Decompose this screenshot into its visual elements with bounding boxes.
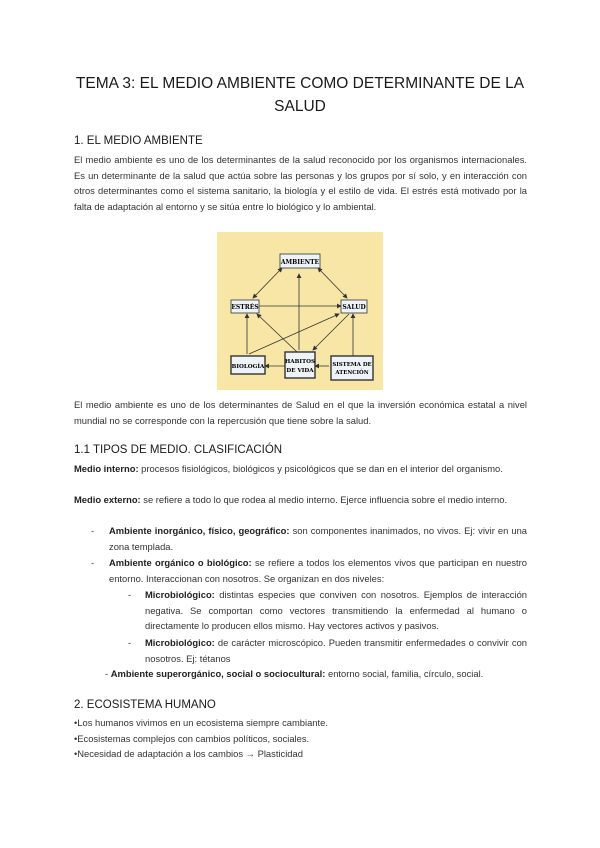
label-medio-externo: Medio externo: bbox=[74, 494, 141, 505]
box-habitos bbox=[285, 352, 315, 378]
box-ambiente bbox=[280, 254, 320, 268]
text-medio-interno: procesos fisiológicos, biológicos y psicológicos que se dan en el interior del organismo. bbox=[138, 463, 503, 474]
prefix-superorganico: - bbox=[105, 668, 111, 679]
text-microbiologico-2: de carácter microscópico. Pueden transmitir enfermedades o convivir con nosotros. Ej: tétanos bbox=[145, 637, 527, 664]
paragraph-inversion: El medio ambiente es uno de los determinantes de Salud en el que la inversión económica estatal a nivel mundial no se corresponde con la repercusión que tiene sobre la salud. bbox=[74, 399, 527, 426]
box-estres bbox=[231, 300, 259, 313]
bullet-item: •Ecosistemas complejos con cambios políticos, sociales. bbox=[74, 732, 310, 744]
box-biologia bbox=[231, 356, 265, 374]
text-medio-externo: se refiere a todo lo que rodea al medio interno. Ejerce influencia sobre el medio interno. bbox=[140, 494, 508, 505]
box-sistema bbox=[331, 356, 373, 380]
section-heading-medio-ambiente: 1. EL MEDIO AMBIENTE bbox=[74, 135, 203, 147]
text-microbiologico-1: distintas especies que conviven con nosotros. Ejemplos de interacción negativa. Se comportan como vectores transmitiendo la enfermedad al humano o directamente lo producen ellos mismo. Hay vectores activos y pasivos. bbox=[145, 589, 527, 632]
section-heading-ecosistema: 2. ECOSISTEMA HUMANO bbox=[74, 699, 216, 711]
dash-organico: - bbox=[91, 557, 95, 568]
label-estres: ESTRÉS bbox=[231, 304, 259, 311]
label-sistema-2: ATENCIÓN bbox=[335, 370, 369, 376]
label-habitos-1: HABITOS bbox=[284, 359, 316, 365]
label-microbiologico-2: Microbiológico: bbox=[145, 637, 215, 648]
label-biologia: BIOLOGÍA bbox=[231, 364, 265, 370]
text-organico: se refiere a todos los elementos vivos que participan en nuestro entorno. Interaccionan con nosotros. Se organizan en dos niveles: bbox=[109, 557, 527, 584]
label-microbiologico-1: Microbiológico: bbox=[145, 589, 215, 600]
label-medio-interno: Medio interno: bbox=[74, 463, 139, 474]
label-superorganico: Ambiente superorgánico, social o sociocultural: bbox=[110, 668, 326, 679]
dash-micro-1: - bbox=[128, 589, 132, 600]
box-salud bbox=[341, 300, 367, 313]
paragraph-medio-interno bbox=[74, 461, 527, 477]
section-heading-tipos-medio: 1.1 TIPOS DE MEDIO. CLASIFICACIÓN bbox=[74, 444, 283, 456]
item-organico bbox=[109, 555, 527, 586]
page-title: TEMA 3: EL MEDIO AMBIENTE COMO DETERMINANTE DE LA SALUD bbox=[75, 75, 525, 115]
label-inorganico: Ambiente inorgánico, físico, geográfico: bbox=[109, 525, 290, 536]
paragraph-medio-externo bbox=[74, 492, 527, 508]
bullet-item: •Necesidad de adaptación a los cambios → Plasticidad bbox=[74, 748, 303, 760]
label-salud: SALUD bbox=[342, 304, 366, 311]
bullet-list-ecosistema bbox=[74, 715, 527, 762]
item-superorganico bbox=[105, 666, 527, 682]
item-inorganico bbox=[109, 523, 527, 554]
text-inorganico: son componentes inanimados, no vivos. Ej: vivir en una zona templada. bbox=[109, 525, 527, 552]
label-habitos-2: DE VIDA bbox=[286, 368, 314, 374]
label-organico: Ambiente orgánico o biológico: bbox=[109, 557, 252, 568]
text-superorganico: entorno social, familia, círculo, social. bbox=[325, 668, 484, 679]
dash-inorganico: - bbox=[91, 525, 95, 536]
item-microbiologico-2 bbox=[145, 635, 527, 666]
item-microbiologico-1 bbox=[145, 587, 527, 634]
dash-micro-2: - bbox=[128, 637, 132, 648]
label-sistema-1: SISTEMA DE bbox=[332, 362, 372, 368]
determinants-diagram bbox=[217, 232, 383, 390]
bullet-item: •Los humanos vivimos en un ecosistema siempre cambiante. bbox=[74, 717, 328, 728]
label-ambiente: AMBIENTE bbox=[280, 259, 320, 266]
paragraph-medio-ambiente: El medio ambiente es uno de los determinantes de la salud reconocido por los organismos internacionales. Es un determinante de la salud que actúa sobre las personas y los grupos por sí solo, y en interacción con otros determinantes como el sistema sanitario, la biología y el estilo de vida. El estrés está motivado por la falta de adaptación al entorno y se sitúa entre lo biológico y lo ambiental. bbox=[74, 154, 527, 212]
